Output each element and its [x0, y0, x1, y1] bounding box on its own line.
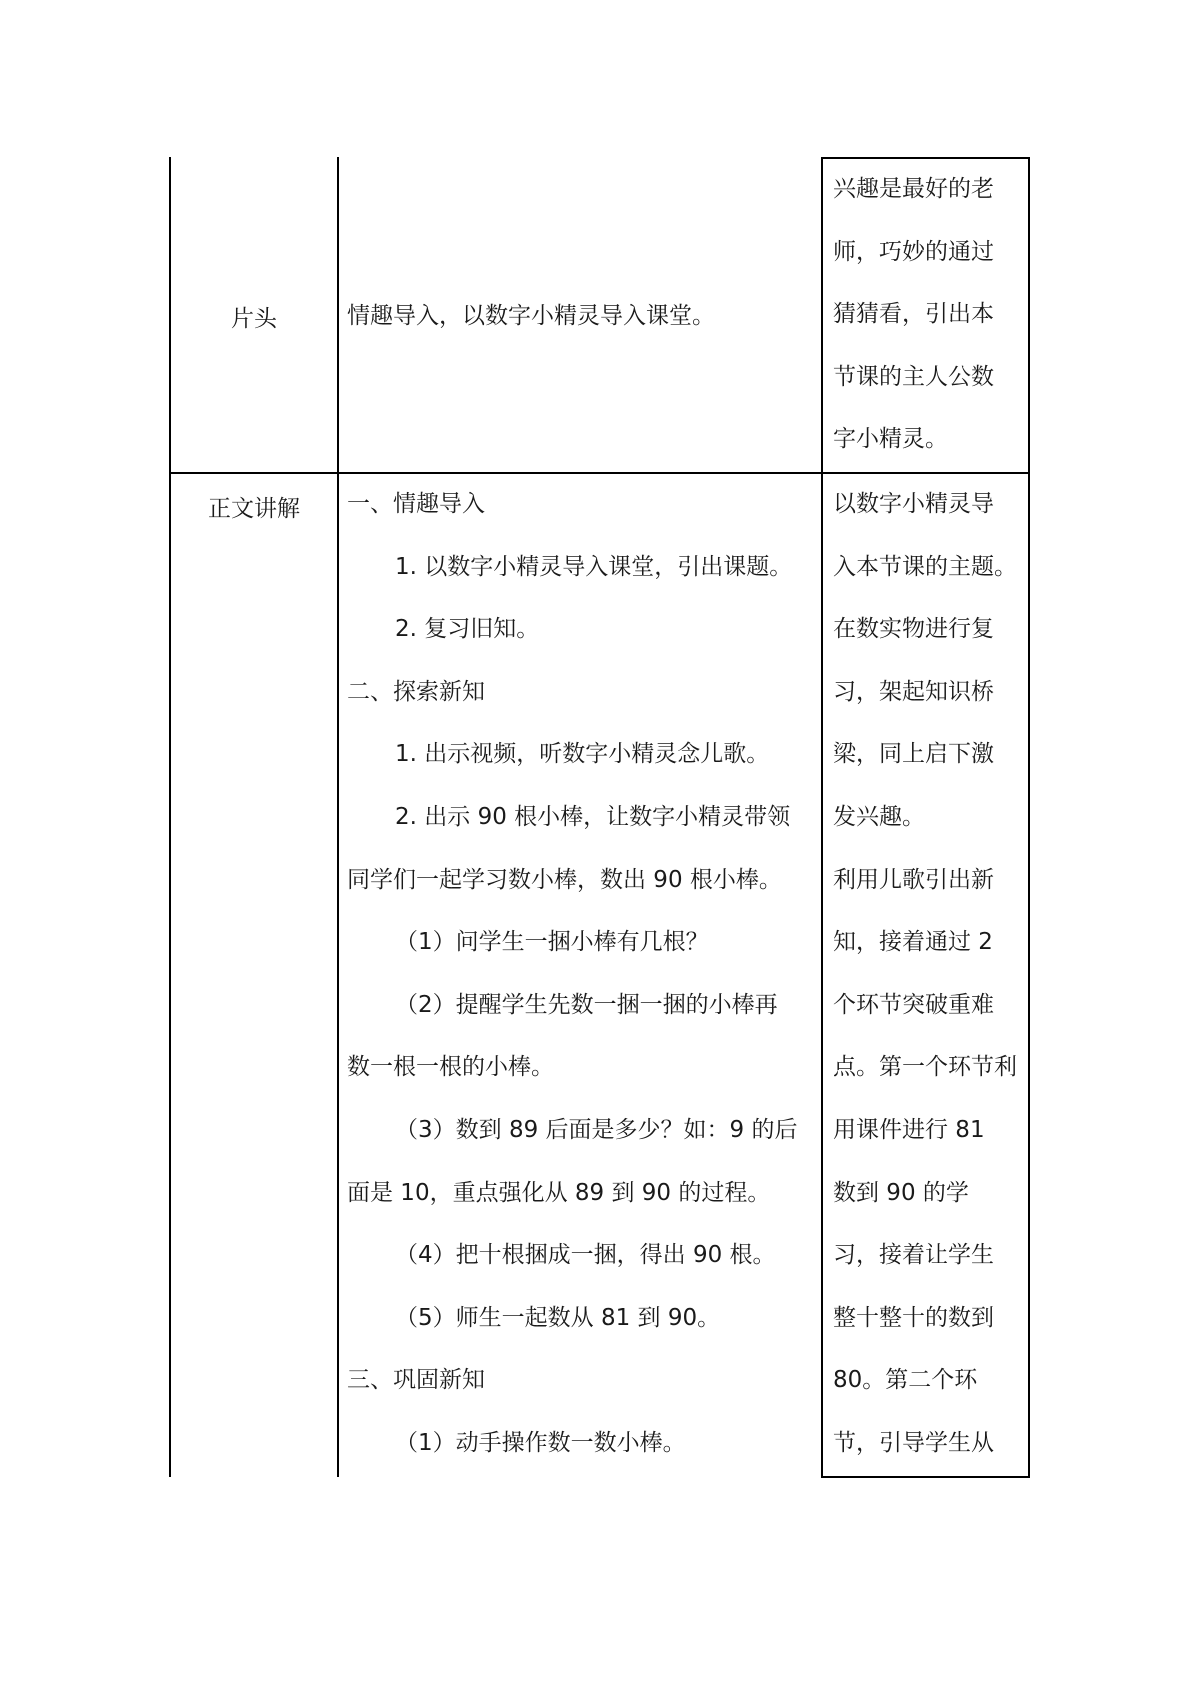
- content-line: 面是 10，重点强化从 89 到 90 的过程。: [347, 1179, 771, 1206]
- note-line: 梁，同上启下激: [833, 741, 994, 768]
- content-line: 2. 出示 90 根小棒，让数字小精灵带领: [395, 803, 791, 830]
- note-line: 入本节课的主题。: [833, 553, 1017, 580]
- main-content: [347, 473, 817, 1475]
- content-line: 三、巩固新知: [347, 1367, 485, 1394]
- content-line: 1. 出示视频，听数字小精灵念儿歌。: [395, 741, 770, 768]
- content-line: （5）师生一起数从 81 到 90。: [395, 1304, 721, 1331]
- note-line: 在数实物进行复: [833, 616, 994, 643]
- note-line: 个环节突破重难: [833, 991, 994, 1018]
- table-col-divider-2: [821, 157, 823, 1477]
- content-line: 一、情趣导入: [347, 491, 485, 517]
- note-line: 节，引导学生从: [833, 1429, 994, 1456]
- content-line: 同学们一起学习数小棒，数出 90 根小棒。: [347, 866, 782, 893]
- content-line: （4）把十根捆成一捆，得出 90 根。: [395, 1242, 776, 1269]
- row-label-main: 正文讲解: [208, 496, 300, 522]
- table-right-border: [1028, 157, 1030, 1477]
- intro-content: 情趣导入，以数字小精灵导入课堂。: [347, 303, 715, 329]
- note-line: 发兴趣。: [833, 803, 925, 830]
- note-line: 数到 90 的学: [833, 1179, 969, 1206]
- note-line: 师，巧妙的通过: [833, 238, 994, 265]
- notes-bottom-border: [821, 1476, 1030, 1478]
- content-line: （1）动手操作数一数小棒。: [395, 1429, 686, 1456]
- content-line: 二、探索新知: [347, 678, 485, 705]
- content-line: （3）数到 89 后面是多少？如：9 的后: [395, 1116, 798, 1143]
- content-line: （1）问学生一捆小棒有几根？: [395, 929, 709, 956]
- content-line: 2. 复习旧知。: [395, 616, 540, 643]
- note-line: 80。第二个环: [833, 1367, 978, 1394]
- row-label-intro: 片头: [231, 306, 277, 332]
- table-left-border: [169, 157, 171, 1477]
- note-line: 习，架起知识桥: [833, 678, 994, 705]
- note-line: 整十整十的数到: [833, 1304, 994, 1331]
- note-line: 字小精灵。: [833, 426, 948, 453]
- note-line: 以数字小精灵导: [833, 491, 994, 517]
- table-col-divider-1: [337, 157, 339, 1477]
- note-line: 兴趣是最好的老: [833, 176, 994, 202]
- note-line: 用课件进行 81: [833, 1116, 985, 1143]
- note-line: 利用儿歌引出新: [833, 866, 994, 893]
- note-line: 习，接着让学生: [833, 1242, 994, 1269]
- content-line: （2）提醒学生先数一捆一捆的小棒再: [395, 991, 778, 1018]
- note-line: 猜猜看，引出本: [833, 301, 994, 328]
- content-line: 1. 以数字小精灵导入课堂，引出课题。: [395, 553, 793, 580]
- note-line: 点。第一个环节利: [833, 1054, 1017, 1081]
- note-line: 节课的主人公数: [833, 363, 994, 390]
- note-line: 知，接着通过 2: [833, 929, 993, 956]
- intro-notes: [833, 158, 1023, 471]
- content-line: 数一根一根的小棒。: [347, 1054, 554, 1081]
- main-notes: [833, 473, 1023, 1475]
